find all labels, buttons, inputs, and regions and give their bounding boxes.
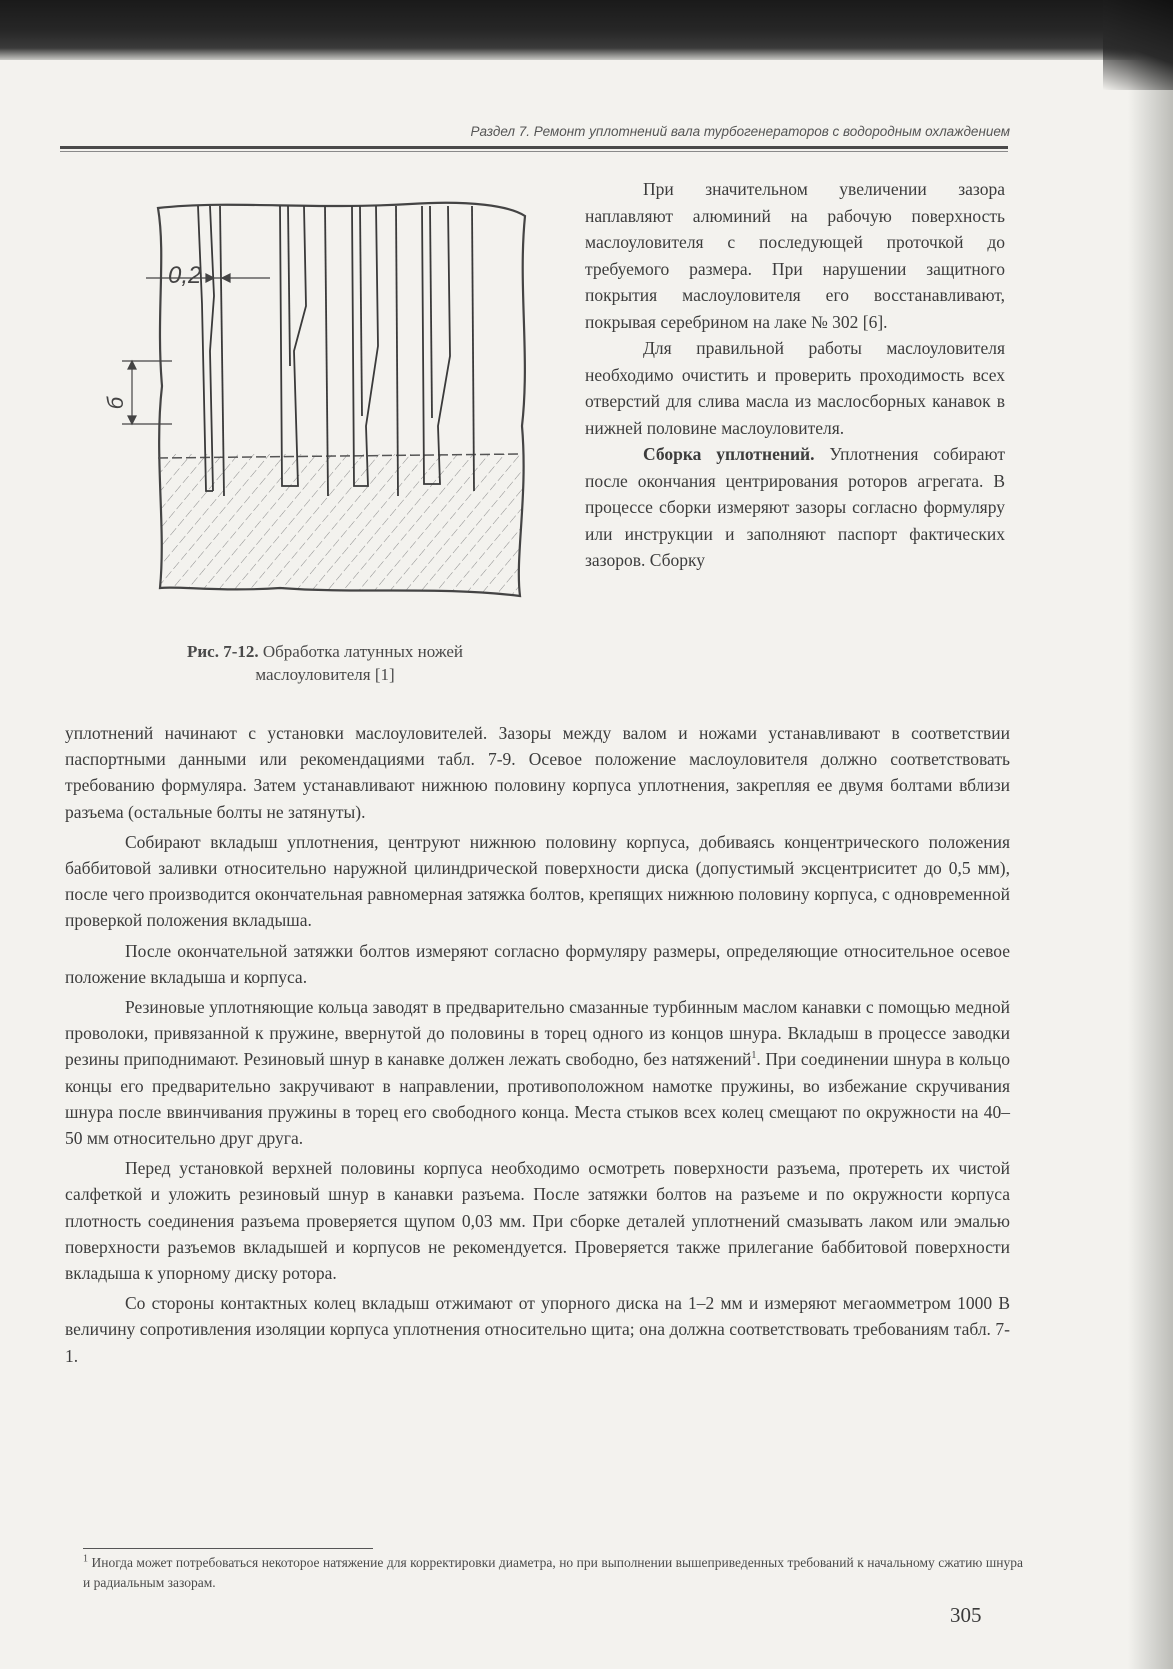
figure-caption [140, 640, 510, 686]
header-rule-thin [60, 151, 1008, 152]
main-body-text [65, 720, 1010, 1369]
knife-teeth [198, 206, 474, 496]
footnote-marker: 1 [83, 1553, 88, 1565]
rubber-rings-text-a: Резиновые уплотняющие кольца заводят в предварительно смазанные турбинным маслом канавки с помощью медной проволоки, привязанной к пружине, ввернутой до половины в торец одного из концов шнура. Вкладыш в процессе заводки резины приподнимают. Резиновый шнур в канавке должен лежать свободно, без натяжений [65, 997, 1010, 1070]
caption-number: Рис. 7-12. [186, 642, 259, 661]
seal-assembly-intro: Уплотнения собирают после окончания центрирования роторов агрегата. В процессе сборки измеряют зазоры согласно формуляру или инструкции и заполняют паспорт фактических зазоров. Сборку [585, 444, 1005, 570]
scan-corner-shadow [1103, 0, 1173, 90]
running-header: Раздел 7. Ремонт уплотнений вала турбогенераторов с водородным охлаждением [470, 124, 1010, 139]
paragraph-aluminium-cladding: При значительном увеличении зазора наплавляют алюминий на рабочую поверхность маслоуловителя с последующей проточкой до требуемого размера. При нарушении защитного покрытия маслоуловителя его восстанавливают, покрывая серебрином на лаке № 302 [6]. [585, 179, 1005, 332]
page-number: 305 [950, 1603, 982, 1627]
dimension-lines [122, 274, 270, 424]
rubber-rings-text-b: . При соединении шнура в кольцо концы его предварительно закручивают в направлении, противоположном намотке пружины, во избежание скручивания шнура после ввинчивания пружины в торец его свободного конца. Места стыков всех колец смещают по окружности на 40–50 мм относительно друг друга. [65, 1049, 1010, 1149]
dimension-label-0-2: 0,2 [168, 262, 202, 289]
section-heading-seal-assembly: Сборка уплотнений. [643, 444, 815, 464]
scan-shadow-top [0, 0, 1173, 60]
scan-shadow-right [1128, 0, 1173, 1669]
caption-text: Обработка латунных ножей маслоуловителя [1] [255, 642, 463, 684]
paragraph-seal-assembly [585, 441, 1005, 574]
paragraph-insulation-check: Со стороны контактных колец вкладыш отжимают от упорного диска на 1–2 мм и измеряют мегаомметром 1000 В величину сопротивления изоляции корпуса уплотнения относительно щита; она должна соответствовать требованиям табл. 7-1. [65, 1293, 1010, 1366]
right-column-text [585, 176, 1005, 574]
paragraph-seal-assembly-continued: уплотнений начинают с установки маслоуловителей. Зазоры между валом и ножами устанавливают в соответствии паспортными данными или рекомендациями табл. 7-9. Осевое положение маслоуловителя должно соответствовать требованию формуляра. Затем устанавливают нижнюю половину корпуса уплотнения, закрепляя ее двумя болтами вблизи разъема (остальные болты не затянуты). [65, 723, 1010, 822]
footnote [83, 1553, 1023, 1593]
footnote-text: Иногда может потребоваться некоторое натяжение для корректировки диаметра, но при выполнении вышеприведенных требований к начальному сжатию шнура и радиальным зазорам. [83, 1555, 1023, 1590]
paragraph-oil-catcher-cleaning: Для правильной работы маслоуловителя необходимо очистить и проверить проходимость всех отверстий для слива масла из маслосборных канавок в нижней половине маслоуловителя. [585, 338, 1005, 438]
paragraph-liner-centering: Собирают вкладыш уплотнения, центруют нижнюю половину корпуса, добиваясь концентрического положения баббитовой заливки относительно наружной цилиндрической поверхности диска (допустимый эксцентриситет до 0,5 мм), после чего производится окончательная равномерная затяжка болтов, крепящих нижнюю половину корпуса, с одновременной проверкой положения вкладыша. [65, 831, 1010, 931]
paragraph-axial-measurement: После окончательной затяжки болтов измеряют согласно формуляру размеры, определяющие относительное осевое положение вкладыша и корпуса. [65, 940, 1010, 987]
dimension-label-b: б [103, 396, 129, 410]
paragraph-upper-half-install: Перед установкой верхней половины корпуса необходимо осмотреть поверхности разъема, протереть их чистой салфеткой и уложить резиновый шнур в канавки разъема. После затяжки болтов на разъеме и по окружности корпуса плотность соединения разъема проверяется щупом 0,03 мм. При сборке деталей уплотнений смазывать лаком или эмалью поверхности разъемов вкладышей и корпусов не рекомендуется. Проверяется также прилегание баббитовой поверхности вкладыша к упорному диску ротора. [65, 1158, 1010, 1284]
paragraph-rubber-rings [65, 994, 1010, 1151]
footnote-reference: 1 [751, 1050, 757, 1062]
footnote-rule [83, 1548, 373, 1549]
header-rule [60, 146, 1008, 149]
